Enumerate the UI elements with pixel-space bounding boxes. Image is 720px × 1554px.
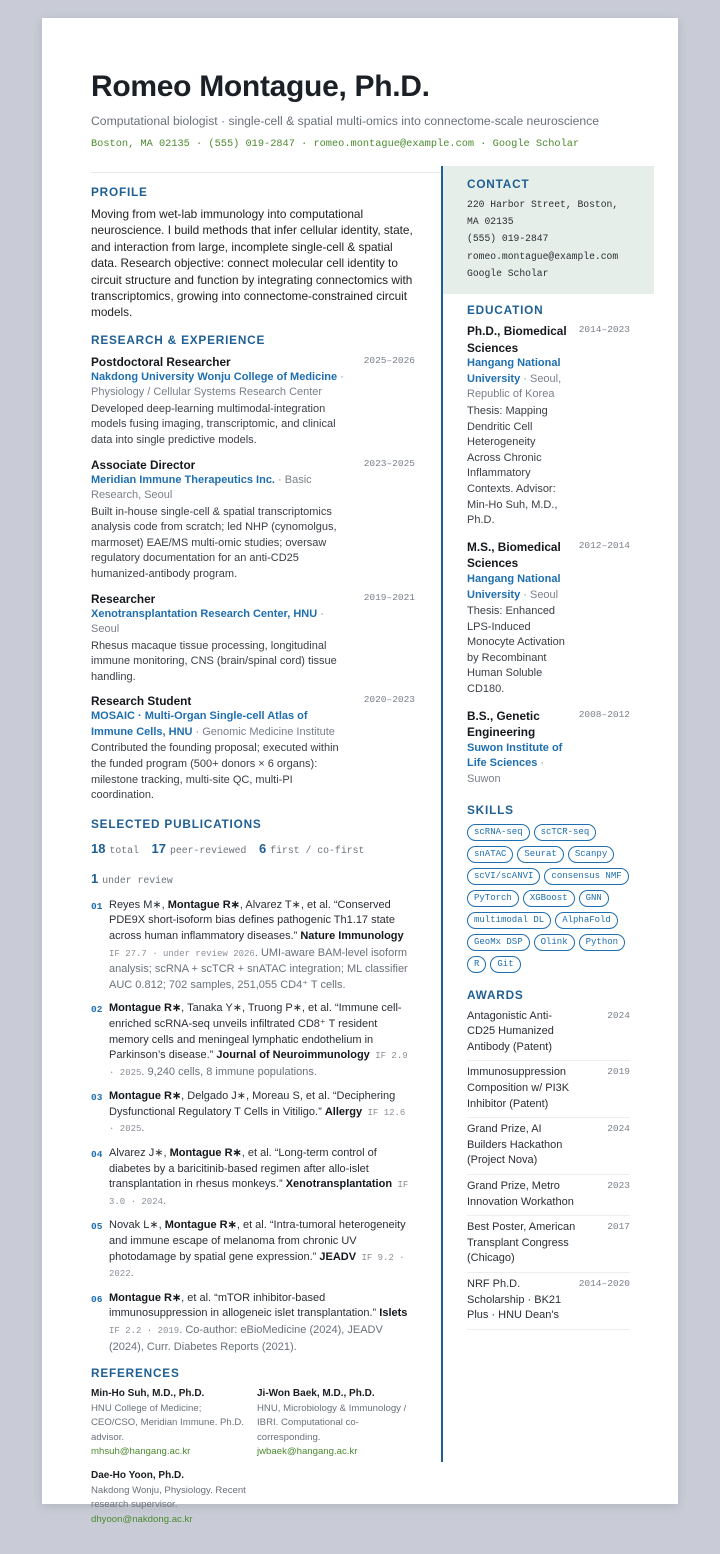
pub-citation: , Alvarez T∗, et al. “Conserved PDE9X short-isoform bias defines pathogenic Th1.17 state across human inflammatory diseases.” bbox=[109, 898, 395, 942]
skills-list bbox=[467, 824, 630, 973]
publication-item bbox=[91, 1001, 416, 1081]
reference-name: Min-Ho Suh, M.D., Ph.D. bbox=[91, 1388, 205, 1400]
pub-authors-before: Alvarez J∗, bbox=[109, 1147, 170, 1160]
award-title: Antagonistic Anti-CD25 Humanized Antibody (Patent) bbox=[467, 1009, 554, 1053]
pub-note: . 9,240 cells, 8 immune populations. bbox=[141, 1065, 317, 1078]
school-location: · Seoul, Republic of Korea bbox=[467, 372, 562, 401]
pub-citation: , et al. “Long-term control of diabetes by a baricitinib-based regimen after allo-islet transplantation in rhesus monkeys.” bbox=[109, 1147, 377, 1191]
pub-journal: Xenotransplantation bbox=[285, 1178, 393, 1191]
pub-self-author: Montague R∗ bbox=[109, 1090, 182, 1103]
publications-heading: SELECTED PUBLICATIONS bbox=[91, 816, 262, 831]
reference-item bbox=[91, 1387, 249, 1460]
job-description: Built in-house single-cell & spatial transcriptomics analysis code from scratch; led NHP (cynomolgus, marmoset) EAE/MS multi-omic studies; oversaw regulatory documentation for an anti-CD25 humanized-antibody program. bbox=[91, 505, 337, 580]
pub-meta: IF 2.2 · 2019 bbox=[109, 1326, 180, 1336]
publication-item bbox=[91, 1089, 416, 1138]
stat-first-label: first / co-first bbox=[270, 844, 365, 856]
skill-chip: Scanpy bbox=[568, 846, 614, 863]
pub-journal: Journal of Neuroimmunology bbox=[216, 1049, 370, 1062]
contact-address: 220 Harbor Street, Boston, MA 02135 bbox=[467, 199, 619, 228]
skill-chip: Git bbox=[490, 956, 520, 973]
skill-chip: Seurat bbox=[517, 846, 563, 863]
education-heading: EDUCATION bbox=[467, 303, 544, 317]
pub-citation: , et al. “Intra-tumoral heterogeneity and immune escape of melanoma from chronic UV photodamage by spatial gene expression.” bbox=[109, 1219, 406, 1263]
school-name: Suwon Institute of Life Sciences bbox=[467, 741, 563, 770]
sidebar-column bbox=[443, 166, 654, 1330]
skill-chip: multimodal DL bbox=[467, 912, 551, 929]
job-dates: 2020–2023 bbox=[363, 694, 415, 706]
skill-chip: GNN bbox=[579, 890, 609, 907]
pub-self-author: Montague R∗ bbox=[109, 1002, 182, 1015]
award-title: Grand Prize, AI Builders Hackathon (Project Nova) bbox=[467, 1123, 563, 1167]
pub-note: . bbox=[130, 1267, 134, 1280]
job-org-unit: · Basic Research, Seoul bbox=[91, 473, 312, 502]
skill-chip: GeoMx DSP bbox=[467, 934, 530, 951]
pub-number: 03 bbox=[91, 1092, 103, 1104]
award-title: Best Poster, American Transplant Congress (Chicago) bbox=[467, 1221, 576, 1265]
experience-heading: RESEARCH & EXPERIENCE bbox=[91, 332, 266, 347]
award-year: 2014–2020 bbox=[578, 1277, 630, 1289]
pub-self-author: Montague R∗ bbox=[164, 1219, 237, 1232]
job-organization bbox=[91, 709, 349, 740]
degree: M.S., Biomedical Sciences bbox=[467, 539, 561, 571]
pub-self-author: Montague R∗ bbox=[167, 898, 240, 911]
job-organization bbox=[91, 370, 349, 401]
skill-chip: XGBoost bbox=[523, 890, 575, 907]
degree: Ph.D., Biomedical Sciences bbox=[467, 324, 567, 355]
stat-total-label: total bbox=[109, 844, 139, 856]
pub-journal: Allergy bbox=[324, 1105, 363, 1118]
main-column bbox=[91, 184, 414, 1537]
school bbox=[467, 741, 571, 788]
award-item bbox=[467, 1273, 630, 1330]
reference-desc: HNU, Microbiology & Immunology / IBRI. Computational co-corresponding. bbox=[257, 1402, 407, 1443]
reference-item bbox=[91, 1469, 249, 1527]
contact-phone[interactable]: (555) 019-2847 bbox=[467, 233, 549, 245]
job-entry bbox=[91, 693, 414, 803]
skill-chip: R bbox=[467, 956, 486, 973]
pub-number: 04 bbox=[91, 1149, 103, 1161]
skill-chip: scTCR-seq bbox=[534, 824, 597, 841]
reference-item bbox=[257, 1387, 415, 1460]
pub-note: . Co-author: eBioMedicine (2024), JEADV (2024), Curr. Diabetes Reports (2021). bbox=[109, 1324, 383, 1353]
pub-number: 01 bbox=[91, 900, 103, 912]
publication-item bbox=[91, 1146, 416, 1210]
contact-heading: CONTACT bbox=[467, 177, 530, 191]
education-item bbox=[467, 539, 630, 698]
header-contact-line[interactable]: Boston, MA 02135 · (555) 019-2847 · romeo.montague@example.com · Google Scholar bbox=[91, 138, 580, 150]
pub-meta: IF 27.7 · under review 2026 bbox=[109, 948, 255, 959]
pub-number: 02 bbox=[91, 1004, 103, 1016]
job-org-unit: · Seoul bbox=[91, 607, 324, 636]
pub-meta: IF 2.9 · 2025 bbox=[109, 1051, 408, 1078]
education-dates: 2008–2012 bbox=[578, 708, 630, 720]
job-entry bbox=[91, 354, 414, 449]
school bbox=[467, 356, 571, 403]
award-title: NRF Ph.D. Scholarship · BK21 Plus · HNU Dean's bbox=[467, 1277, 562, 1322]
award-item bbox=[467, 1061, 630, 1118]
award-year: 2023 bbox=[607, 1179, 630, 1191]
stat-peer-label: peer-reviewed bbox=[169, 844, 247, 856]
award-year: 2019 bbox=[607, 1066, 630, 1078]
skill-chip: scRNA-seq bbox=[467, 824, 530, 841]
job-title: Postdoctoral Researcher bbox=[91, 354, 231, 369]
school bbox=[467, 572, 571, 603]
job-dates: 2023–2025 bbox=[363, 457, 415, 469]
pub-number: 06 bbox=[91, 1293, 103, 1305]
job-org-unit: · Physiology / Cellular Systems Research Center bbox=[91, 370, 344, 399]
contact-panel bbox=[443, 166, 654, 294]
skill-chip: consensus NMF bbox=[544, 868, 628, 885]
education-dates: 2012–2014 bbox=[578, 539, 630, 551]
profile-heading: PROFILE bbox=[91, 185, 148, 199]
job-description: Rhesus macaque tissue processing, longitudinal immune monitoring, CNS (brain/spinal cord) tissue handling. bbox=[91, 639, 337, 683]
job-title: Researcher bbox=[91, 591, 156, 606]
skill-chip: AlphaFold bbox=[555, 912, 618, 929]
school-location: · Suwon bbox=[467, 757, 545, 786]
publication-list bbox=[91, 898, 414, 1355]
school-name: Hangang National University bbox=[467, 572, 561, 601]
publication-stats bbox=[91, 838, 414, 892]
skill-chip: scVI/scANVI bbox=[467, 868, 540, 885]
award-title: Grand Prize, Metro Innovation Workathon bbox=[467, 1179, 574, 1208]
degree: B.S., Genetic Engineering bbox=[467, 708, 540, 740]
thesis: Thesis: Enhanced LPS-Induced Monocyte Activation by Recombinant Human Soluble CD180. bbox=[467, 605, 565, 696]
award-title: Immunosuppression Composition w/ PI3K Inhibitor (Patent) bbox=[467, 1066, 570, 1110]
award-year: 2017 bbox=[607, 1221, 630, 1233]
awards-heading: AWARDS bbox=[467, 987, 524, 1002]
job-description: Developed deep-learning multimodal-integration models fusing imaging, transcriptomic, and clinical data into single predictive models. bbox=[91, 402, 336, 447]
award-item bbox=[467, 1005, 630, 1062]
pub-authors-before: Reyes M∗, bbox=[109, 898, 168, 911]
reference-desc: HNU College of Medicine; CEO/CSO, Meridian Immune. Ph.D. advisor. bbox=[91, 1402, 245, 1443]
education-dates: 2014–2023 bbox=[578, 324, 630, 335]
pub-journal: Nature Immunology bbox=[300, 929, 404, 942]
award-year: 2024 bbox=[607, 1123, 630, 1135]
pub-journal: JEADV bbox=[319, 1250, 357, 1263]
school-name: Hangang National University bbox=[467, 357, 561, 385]
stat-review-label: under review bbox=[102, 874, 173, 886]
candidate-name: Romeo Montague, Ph.D. bbox=[91, 70, 430, 103]
profile-text: Moving from wet-lab immunology into computational neuroscience. I build methods that infer cellular identity, state, and interaction from large, incomplete single-cell & spatial data. Research objective: connect molecular cell identity to circuit structure and function by integrating connectomics with transcriptomics, growing into connectome-constrained circuit models. bbox=[91, 207, 413, 320]
pub-self-author: Montague R∗ bbox=[109, 1291, 182, 1304]
job-dates: 2019–2021 bbox=[363, 591, 415, 603]
pub-meta: IF 3.0 · 2024 bbox=[109, 1180, 409, 1207]
job-organization bbox=[91, 473, 349, 504]
school-location: · Seoul bbox=[520, 588, 559, 601]
pub-number: 05 bbox=[91, 1221, 103, 1233]
publication-item bbox=[91, 1218, 416, 1282]
publication-item bbox=[91, 1291, 416, 1355]
skill-chip: snATAC bbox=[467, 846, 513, 863]
reference-name: Ji-Won Baek, M.D., Ph.D. bbox=[257, 1388, 375, 1400]
reference-desc: Nakdong Wonju, Physiology. Recent research supervisor. bbox=[91, 1484, 246, 1511]
tagline: Computational biologist · single-cell & spatial multi-omics into connectome-scale neuroscience bbox=[91, 114, 600, 128]
pub-meta: IF 9.2 · 2022 bbox=[109, 1252, 405, 1280]
pub-authors-before: Novak L∗, bbox=[109, 1219, 165, 1232]
reference-email[interactable]: dhyoon@nakdong.ac.kr bbox=[91, 1513, 193, 1525]
contact-email[interactable]: romeo.montague@example.com bbox=[467, 250, 619, 262]
skill-chip: Python bbox=[579, 934, 625, 951]
skill-chip: Olink bbox=[534, 934, 575, 951]
publication-item bbox=[91, 898, 416, 994]
award-year: 2024 bbox=[607, 1009, 630, 1021]
reference-email[interactable]: mhsuh@hangang.ac.kr bbox=[91, 1446, 191, 1458]
references-heading: REFERENCES bbox=[91, 1366, 180, 1381]
pub-citation: , Delgado J∗, Moreau S, et al. “Deciphering Dysfunctional Regulatory T Cells in Vitiligo.” bbox=[109, 1090, 396, 1118]
education-section bbox=[443, 302, 654, 1330]
job-description: Contributed the founding proposal; executed within the funded program (500+ donors × 6 organs): milestone tracking, multi-site QC, multi-PI coordination. bbox=[91, 742, 339, 802]
award-item bbox=[467, 1216, 630, 1273]
pub-note: . UMI-aware BAM-level isoform analysis; scRNA + scTCR + snATAC integration; ML classifier AUC 0.812; 702 samples, 251,055 CD4⁺ T cells. bbox=[109, 946, 408, 991]
job-dates: 2025–2026 bbox=[363, 354, 415, 366]
contact-scholar-link[interactable]: Google Scholar bbox=[467, 267, 549, 279]
job-org-name: Xenotransplantation Research Center, HNU bbox=[91, 607, 318, 620]
reference-list bbox=[91, 1387, 414, 1537]
pub-journal: Islets bbox=[379, 1307, 408, 1320]
award-item bbox=[467, 1118, 630, 1175]
reference-name: Dae-Ho Yoon, Ph.D. bbox=[91, 1470, 184, 1482]
pub-meta: IF 12.6 · 2025 bbox=[109, 1107, 406, 1135]
job-organization bbox=[91, 607, 349, 638]
pub-citation: , Tanaka Y∗, Truong P∗, et al. “Immune cell-enriched scRNA-seq unveils infiltrated CD8⁺ T resident memory cells and meningeal lymphatic endothelium in Parkinson’s disease.” bbox=[109, 1002, 402, 1062]
job-org-name: Meridian Immune Therapeutics Inc. bbox=[91, 473, 275, 486]
stat-total-count: 18 bbox=[91, 840, 106, 856]
job-title: Associate Director bbox=[91, 457, 196, 472]
pub-citation: , et al. “mTOR inhibitor-based immunosuppression in allogeneic islet transplantation.” bbox=[109, 1291, 380, 1320]
education-item bbox=[467, 708, 630, 788]
stat-first-count: 6 bbox=[259, 840, 267, 856]
job-org-name: MOSAIC · Multi-Organ Single-cell Atlas of Immune Cells, HNU bbox=[91, 710, 308, 738]
reference-email[interactable]: jwbaek@hangang.ac.kr bbox=[257, 1446, 358, 1458]
resume-header bbox=[91, 68, 629, 151]
pub-note: . bbox=[163, 1194, 167, 1207]
award-item bbox=[467, 1175, 630, 1216]
job-entry bbox=[91, 591, 414, 686]
job-entry bbox=[91, 457, 414, 583]
stat-review-count: 1 bbox=[91, 870, 99, 886]
pub-self-author: Montague R∗ bbox=[169, 1147, 242, 1160]
job-org-name: Nakdong University Wonju College of Medicine bbox=[91, 370, 338, 383]
job-org-unit: · Genomic Medicine Institute bbox=[192, 725, 335, 738]
job-title: Research Student bbox=[91, 694, 192, 709]
stat-peer-count: 17 bbox=[151, 840, 166, 856]
thesis: Thesis: Mapping Dendritic Cell Heterogeneity Across Chronic Inflammatory Contexts. Advisor: Min-Ho Suh, M.D., Ph.D. bbox=[467, 404, 558, 527]
skills-heading: SKILLS bbox=[467, 802, 514, 817]
skill-chip: PyTorch bbox=[467, 890, 519, 907]
education-item bbox=[467, 323, 630, 529]
pub-note: . bbox=[141, 1122, 145, 1135]
